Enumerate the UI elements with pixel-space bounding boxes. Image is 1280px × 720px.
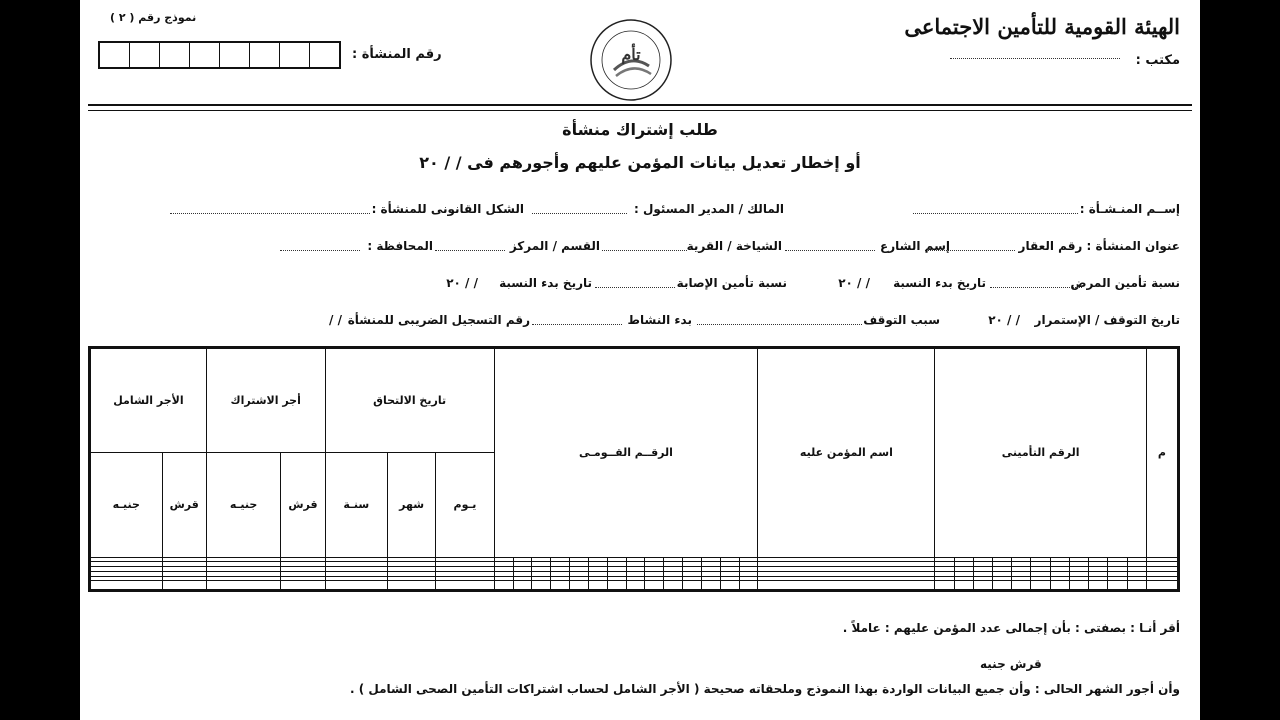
table-cell[interactable] [494, 567, 758, 572]
legal-form-field[interactable] [170, 213, 370, 214]
form-number: نموذج رقم ( ٢ ) [110, 11, 197, 24]
district-label: القسم / المركز [509, 239, 600, 253]
sub-year: سنـة [325, 452, 387, 557]
village-label: الشياخة / القرية [686, 239, 782, 253]
col-insurance-no: الرقم التأمينى [935, 348, 1146, 558]
legal-form-label: الشكل القانونى للمنشأة : [371, 202, 524, 216]
table-cell[interactable] [436, 581, 494, 591]
street-label: إسم الشارع [880, 239, 950, 253]
header-rule-thin [88, 110, 1192, 111]
injury-insurance-label: نسبة تأمين الإصابة [676, 276, 787, 290]
establishment-number-label: رقم المنشأة : [352, 47, 442, 62]
table-cell[interactable] [935, 562, 1146, 567]
sub-piaster: قرش [281, 452, 325, 557]
insured-table [88, 346, 1180, 592]
svg-text:تأم: تأم [621, 45, 641, 64]
table-cell[interactable] [935, 557, 1146, 562]
table-cell[interactable] [325, 581, 387, 591]
table-cell[interactable] [935, 581, 1146, 591]
activity-start-field[interactable] [532, 324, 622, 325]
table-cell[interactable] [935, 567, 1146, 572]
stop-reason-field[interactable] [697, 324, 862, 325]
start-date-1: / / ٢٠ [838, 276, 870, 290]
table-cell[interactable] [206, 581, 280, 591]
declaration-line: أقر أنـا : بصفتى : بأن إجمالى عدد المؤمن عليهم : عاملاً . [842, 621, 1180, 635]
wages-declaration-line: وأن أجور الشهر الحالى : وأن جميع البيانات الواردة بهذا النموذج وملحقاته صحيحة ( الأجر الشامل لحساب اشتراكات التأمين الصحى الشامل ) . [349, 682, 1180, 696]
stop-date: / / ٢٠ [988, 313, 1020, 327]
owner-field[interactable] [532, 213, 627, 214]
col-insured-name: اسم المؤمن عليه [758, 348, 935, 558]
table-cell[interactable] [494, 557, 758, 562]
table-row [90, 581, 1179, 591]
table-cell[interactable] [281, 581, 325, 591]
col-join-date: تاريخ الالتحاق [325, 348, 494, 453]
table-cell[interactable] [387, 581, 435, 591]
activity-start-label: بدء النشاط [627, 313, 692, 327]
sub-pound: جنيـه [206, 452, 280, 557]
start-date-label-1: تاريخ بدء النسبة [893, 276, 986, 290]
village-field[interactable] [602, 250, 687, 251]
col-sub-wage: أجر الاشتراك [206, 348, 325, 453]
form-page [80, 0, 1200, 720]
establishment-name-field[interactable] [913, 213, 1078, 214]
governorate-label: المحافظة : [367, 239, 433, 253]
table-cell[interactable] [494, 576, 758, 581]
stop-date-label: تاريخ التوقف / الإستمرار [1034, 313, 1180, 327]
table-cell[interactable] [494, 571, 758, 576]
table-cell[interactable] [494, 581, 758, 591]
table-cell[interactable] [162, 581, 206, 591]
col-m: م [1146, 348, 1178, 558]
tax-registration-label: رقم التسجيل الضريبى للمنشأة [347, 313, 530, 327]
table-cell[interactable] [494, 562, 758, 567]
street-field[interactable] [785, 250, 875, 251]
office-label: مكتب : [1135, 53, 1180, 68]
org-logo-icon [589, 18, 673, 102]
sick-insurance-field[interactable] [990, 287, 1082, 288]
governorate-field[interactable] [280, 250, 360, 251]
injury-insurance-field[interactable] [595, 287, 675, 288]
sub-day: يـوم [436, 452, 494, 557]
currency-labels: قرش جنيه [980, 657, 1042, 671]
table-cell[interactable] [935, 571, 1146, 576]
sick-insurance-label: نسبة تأمين المرض [1070, 276, 1180, 290]
form-title: طلب إشتراك منشأة [562, 120, 718, 139]
form-subtitle: أو إخطار تعديل بيانات المؤمن عليهم وأجورهم فى / / ٢٠ [419, 153, 861, 172]
owner-label: المالك / المدير المسئول : [633, 202, 784, 216]
tax-date: / / [329, 313, 342, 327]
establishment-name-label: إســم المنـشـأة : [1079, 202, 1180, 216]
header-rule [88, 104, 1192, 106]
sub-piaster-2: قرش [162, 452, 206, 557]
table-cell[interactable] [90, 581, 163, 591]
sub-month: شهر [387, 452, 435, 557]
col-total-wage: الأجر الشامل [90, 348, 207, 453]
col-national-no: الرقــم القــومـى [494, 348, 758, 558]
table-cell[interactable] [758, 581, 935, 591]
start-date-2: / / ٢٠ [446, 276, 478, 290]
org-name: الهيئة القومية للتأمين الاجتماعى [904, 14, 1180, 39]
office-field[interactable] [950, 58, 1120, 59]
stop-reason-label: سبب التوقف [863, 313, 940, 327]
table-cell[interactable] [935, 576, 1146, 581]
establishment-number-boxes[interactable] [98, 41, 341, 69]
address-label: عنوان المنشأة : رقم العقار [1018, 239, 1180, 253]
start-date-label-2: تاريخ بدء النسبة [499, 276, 592, 290]
table-cell[interactable] [1146, 581, 1178, 591]
sub-pound-2: جنيـه [90, 452, 163, 557]
district-field[interactable] [435, 250, 505, 251]
